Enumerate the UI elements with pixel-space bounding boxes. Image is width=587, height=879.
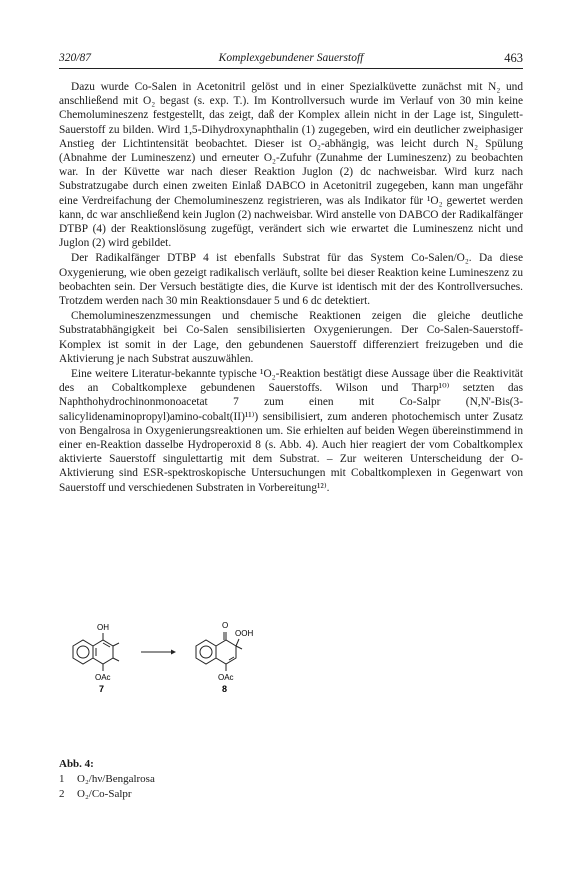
running-title: Komplexgebundener Sauerstoff: [218, 52, 364, 64]
paragraph-1: Dazu wurde Co-Salen in Acetonitril gelöst und in einer Spezialküvette zunächst mit N₂ und anschließend mit O₂ begast (s. exp. T.). Im Kontrollversuch wurde im Verlauf von 30 min keine Chemolumineszenz festgestellt, das zeigt, daß der Komplex allein nicht in der Lage ist, Singulett-Sauerstoff zu bilden. Wird 1,5-Dihydroxynaphthalin (1) zugegeben, wird ein deutlicher zweiphasiger Anstieg der Lichtintensität beobachtet. Dieser ist O₂-abhängig, was leicht durch N₂ Spülung (Abnahme der Lumineszenz) und erneuter O₂-Zufuhr (Zunahme der Lumineszenz) zu beobachten war. In der Küvette war nach dieser Reaktion Juglon (2) dc nachweisbar. Wird kurz nach Substratzugabe durch einen zweiten Einlaß DABCO in Acetonitril zugegeben, kann man ungefähr eine Verdreifachung der Chemolumineszenz registrieren, was als Indikator für ¹O₂ gewertet werden kann, dc war anschließend kein Juglon (2) nachweisbar. Wird anstelle von DABCO der Radikalfänger DTBP (4) der Reaktionslösung zugefügt, verändert sich wie erwartet die Lumineszenz nicht und Juglon (2) wird gebildet.: [59, 81, 523, 250]
running-header: [59, 52, 523, 66]
molecule-7-structure: [73, 633, 119, 671]
molecule-8-ooh-label: OOH: [235, 629, 254, 638]
header-rule: [59, 68, 523, 69]
molecule-7-oac-label: OAc: [95, 673, 111, 682]
caption-row-number: 2: [59, 788, 65, 800]
page-number: 463: [504, 51, 523, 65]
molecule-8-o-label: O: [222, 621, 229, 630]
caption-row: [59, 772, 155, 787]
caption-title: Abb. 4:: [59, 758, 94, 770]
reaction-scheme-figure: [59, 605, 299, 715]
caption-row-text: O₂/hν/Bengalrosa: [77, 773, 155, 785]
figure-caption: [59, 757, 155, 802]
paragraph-3: Chemolumineszenzmessungen und chemische Reaktionen zeigen die gleiche deutliche Substratabhängigkeit bei Co-Salen sensibilisierten Oxygenierungen. Der Co-Salen-Sauerstoff-Komplex ist somit in der Lage, den gebundenen Sauerstoff differenziert freizugeben und die Aktivierung je nach Substrat auszuwählen.: [59, 310, 523, 365]
paragraph-2: Der Radikalfänger DTBP 4 ist ebenfalls Substrat für das System Co-Salen/O₂. Da diese Oxygenierung, wie oben gezeigt radikalisch verläuft, sollte bei dieser Reaktion keine Lumineszenz zu beobachten sein. Der Versuch bestätigte dies, die Kurve ist identisch mit der des Kontrollversuches. Trotzdem werden nach 30 min Reaktionsdauer 5 und 6 dc detektiert.: [59, 252, 523, 308]
reaction-arrow: [141, 650, 176, 655]
molecule-7-oh-label: OH: [97, 623, 109, 632]
body-text: [59, 80, 523, 496]
caption-row: [59, 787, 155, 802]
compound-7-number: 7: [99, 684, 105, 694]
compound-8-number: 8: [222, 684, 228, 694]
caption-row-number: 1: [59, 773, 65, 785]
caption-row-text: O₂/Co-Salpr: [77, 788, 132, 800]
journal-issue: 320/87: [59, 52, 91, 64]
molecule-8-oac-label: OAc: [218, 673, 234, 682]
paragraph-4: Eine weitere Literatur-bekannte typische ¹O₂-Reaktion bestätigt diese Aussage über die Reaktivität des an Cobaltkomplexe gebundenen Sauerstoffs. Wilson und Tharp¹⁰⁾ setzten das Naphthohydrochinonmonoacetat 7 zum einen mit Co-Salpr (N,N'-Bis(3-salicylidenaminopropyl)amino-cobalt(II)¹¹⁾) sensibilisiert, zum anderen photochemisch unter Zusatz von Bengalrosa in Oxygenierungsreaktionen um. Sie erhielten auf beiden Wegen übereinstimmend in einer en-Reaktion dasselbe Hydroperoxid 8 (s. Abb. 4). Auch hier reagiert der vom Cobaltkomplex aktivierte Sauerstoff singulettartig mit dem Substrat. – Zur weiteren Unterscheidung der O-Aktivierung sind ESR-spektroskopische Untersuchungen mit Cobaltkomplexen in Gegenwart von Sauerstoff und verschiedenen Substraten in Vorbereitung¹²⁾.: [59, 368, 523, 494]
